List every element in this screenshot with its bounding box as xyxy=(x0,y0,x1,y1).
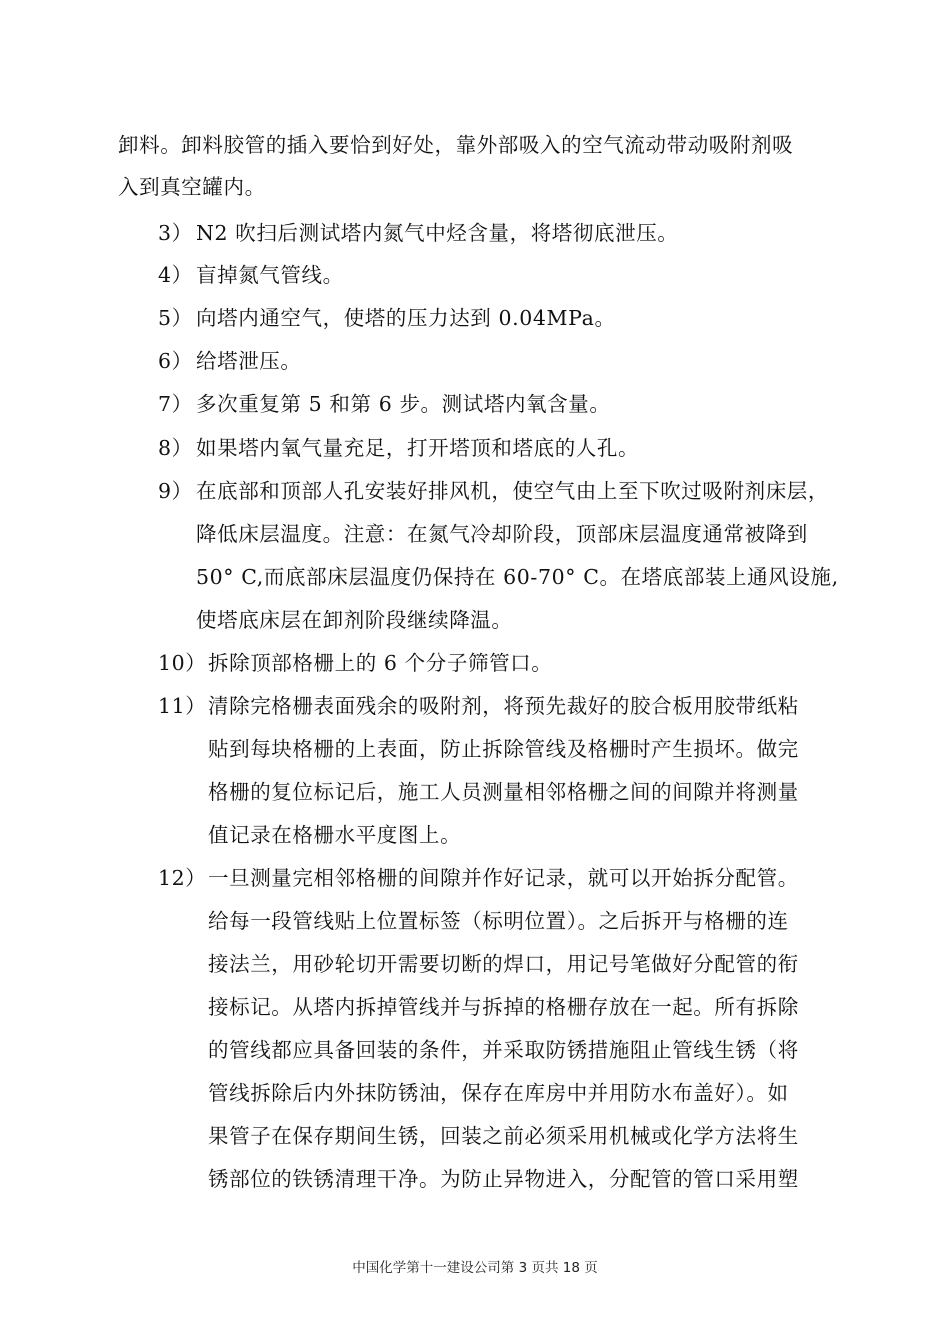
step-number: 11） xyxy=(158,694,207,718)
intro-line-2: 入到真空罐内。 xyxy=(118,175,266,199)
step-text: 果管子在保存期间生锈，回装之前必须采用机械或化学方法将生 xyxy=(208,1124,799,1148)
step-text: 贴到每块格栅的上表面，防止拆除管线及格栅时产生损坏。做完 xyxy=(208,737,799,761)
step-text: 拆除顶部格栅上的 6 个分子筛管口。 xyxy=(208,651,553,675)
step-text: 给塔泄压。 xyxy=(196,349,302,373)
step-number: 9） xyxy=(158,479,193,503)
step-number: 3） xyxy=(158,221,193,245)
step-text: 向塔内通空气，使塔的压力达到 0.04MPa。 xyxy=(196,306,616,330)
step-number: 12） xyxy=(158,866,207,890)
step-text: 锈部位的铁锈清理干净。为防止异物进入，分配管的管口采用塑 xyxy=(208,1167,799,1191)
step-text: 给每一段管线贴上位置标签（标明位置）。之后拆开与格栅的连 xyxy=(208,909,789,933)
step-text: N2 吹扫后测试塔内氮气中烃含量，将塔彻底泄压。 xyxy=(196,221,679,245)
step-text: 的管线都应具备回装的条件，并采取防锈措施阻止管线生锈（将 xyxy=(208,1038,799,1062)
step-text: 清除完格栅表面残余的吸附剂，将预先裁好的胶合板用胶带纸粘 xyxy=(208,694,799,718)
step-text: 一旦测量完相邻格栅的间隙并作好记录，就可以开始拆分配管。 xyxy=(208,866,799,890)
step-number: 10） xyxy=(158,651,207,675)
step-number: 7） xyxy=(158,392,193,416)
step-text: 盲掉氮气管线。 xyxy=(196,263,344,287)
step-number: 8） xyxy=(158,436,193,460)
step-text: 格栅的复位标记后，施工人员测量相邻格栅之间的间隙并将测量 xyxy=(208,780,799,804)
step-text: 50° C,而底部床层温度仍保持在 60-70° C。在塔底部装上通风设施, xyxy=(196,565,839,589)
step-text: 使塔底床层在卸剂阶段继续降温。 xyxy=(196,608,513,632)
step-text: 多次重复第 5 和第 6 步。测试塔内氧含量。 xyxy=(196,392,611,416)
step-text: 如果塔内氧气量充足，打开塔顶和塔底的人孔。 xyxy=(196,436,640,460)
step-number: 5） xyxy=(158,306,193,330)
step-text: 管线拆除后内外抹防锈油，保存在库房中并用防水布盖好）。如 xyxy=(208,1081,789,1105)
step-number: 4） xyxy=(158,263,193,287)
step-number: 6） xyxy=(158,349,193,373)
step-text: 降低床层温度。注意：在氮气冷却阶段，顶部床层温度通常被降到 xyxy=(196,522,808,546)
step-text: 在底部和顶部人孔安装好排风机，使空气由上至下吹过吸附剂床层， xyxy=(196,479,829,503)
step-text: 接法兰，用砂轮切开需要切断的焊口，用记号笔做好分配管的衔 xyxy=(208,952,799,976)
step-text: 接标记。从塔内拆掉管线并与拆掉的格栅存放在一起。所有拆除 xyxy=(208,995,799,1019)
step-text: 值记录在格栅水平度图上。 xyxy=(208,823,462,847)
intro-line-1: 卸料。卸料胶管的插入要恰到好处，靠外部吸入的空气流动带动吸附剂吸 xyxy=(118,133,794,157)
page-footer: 中国化学第十一建设公司第 3 页共 18 页 xyxy=(352,1260,598,1276)
